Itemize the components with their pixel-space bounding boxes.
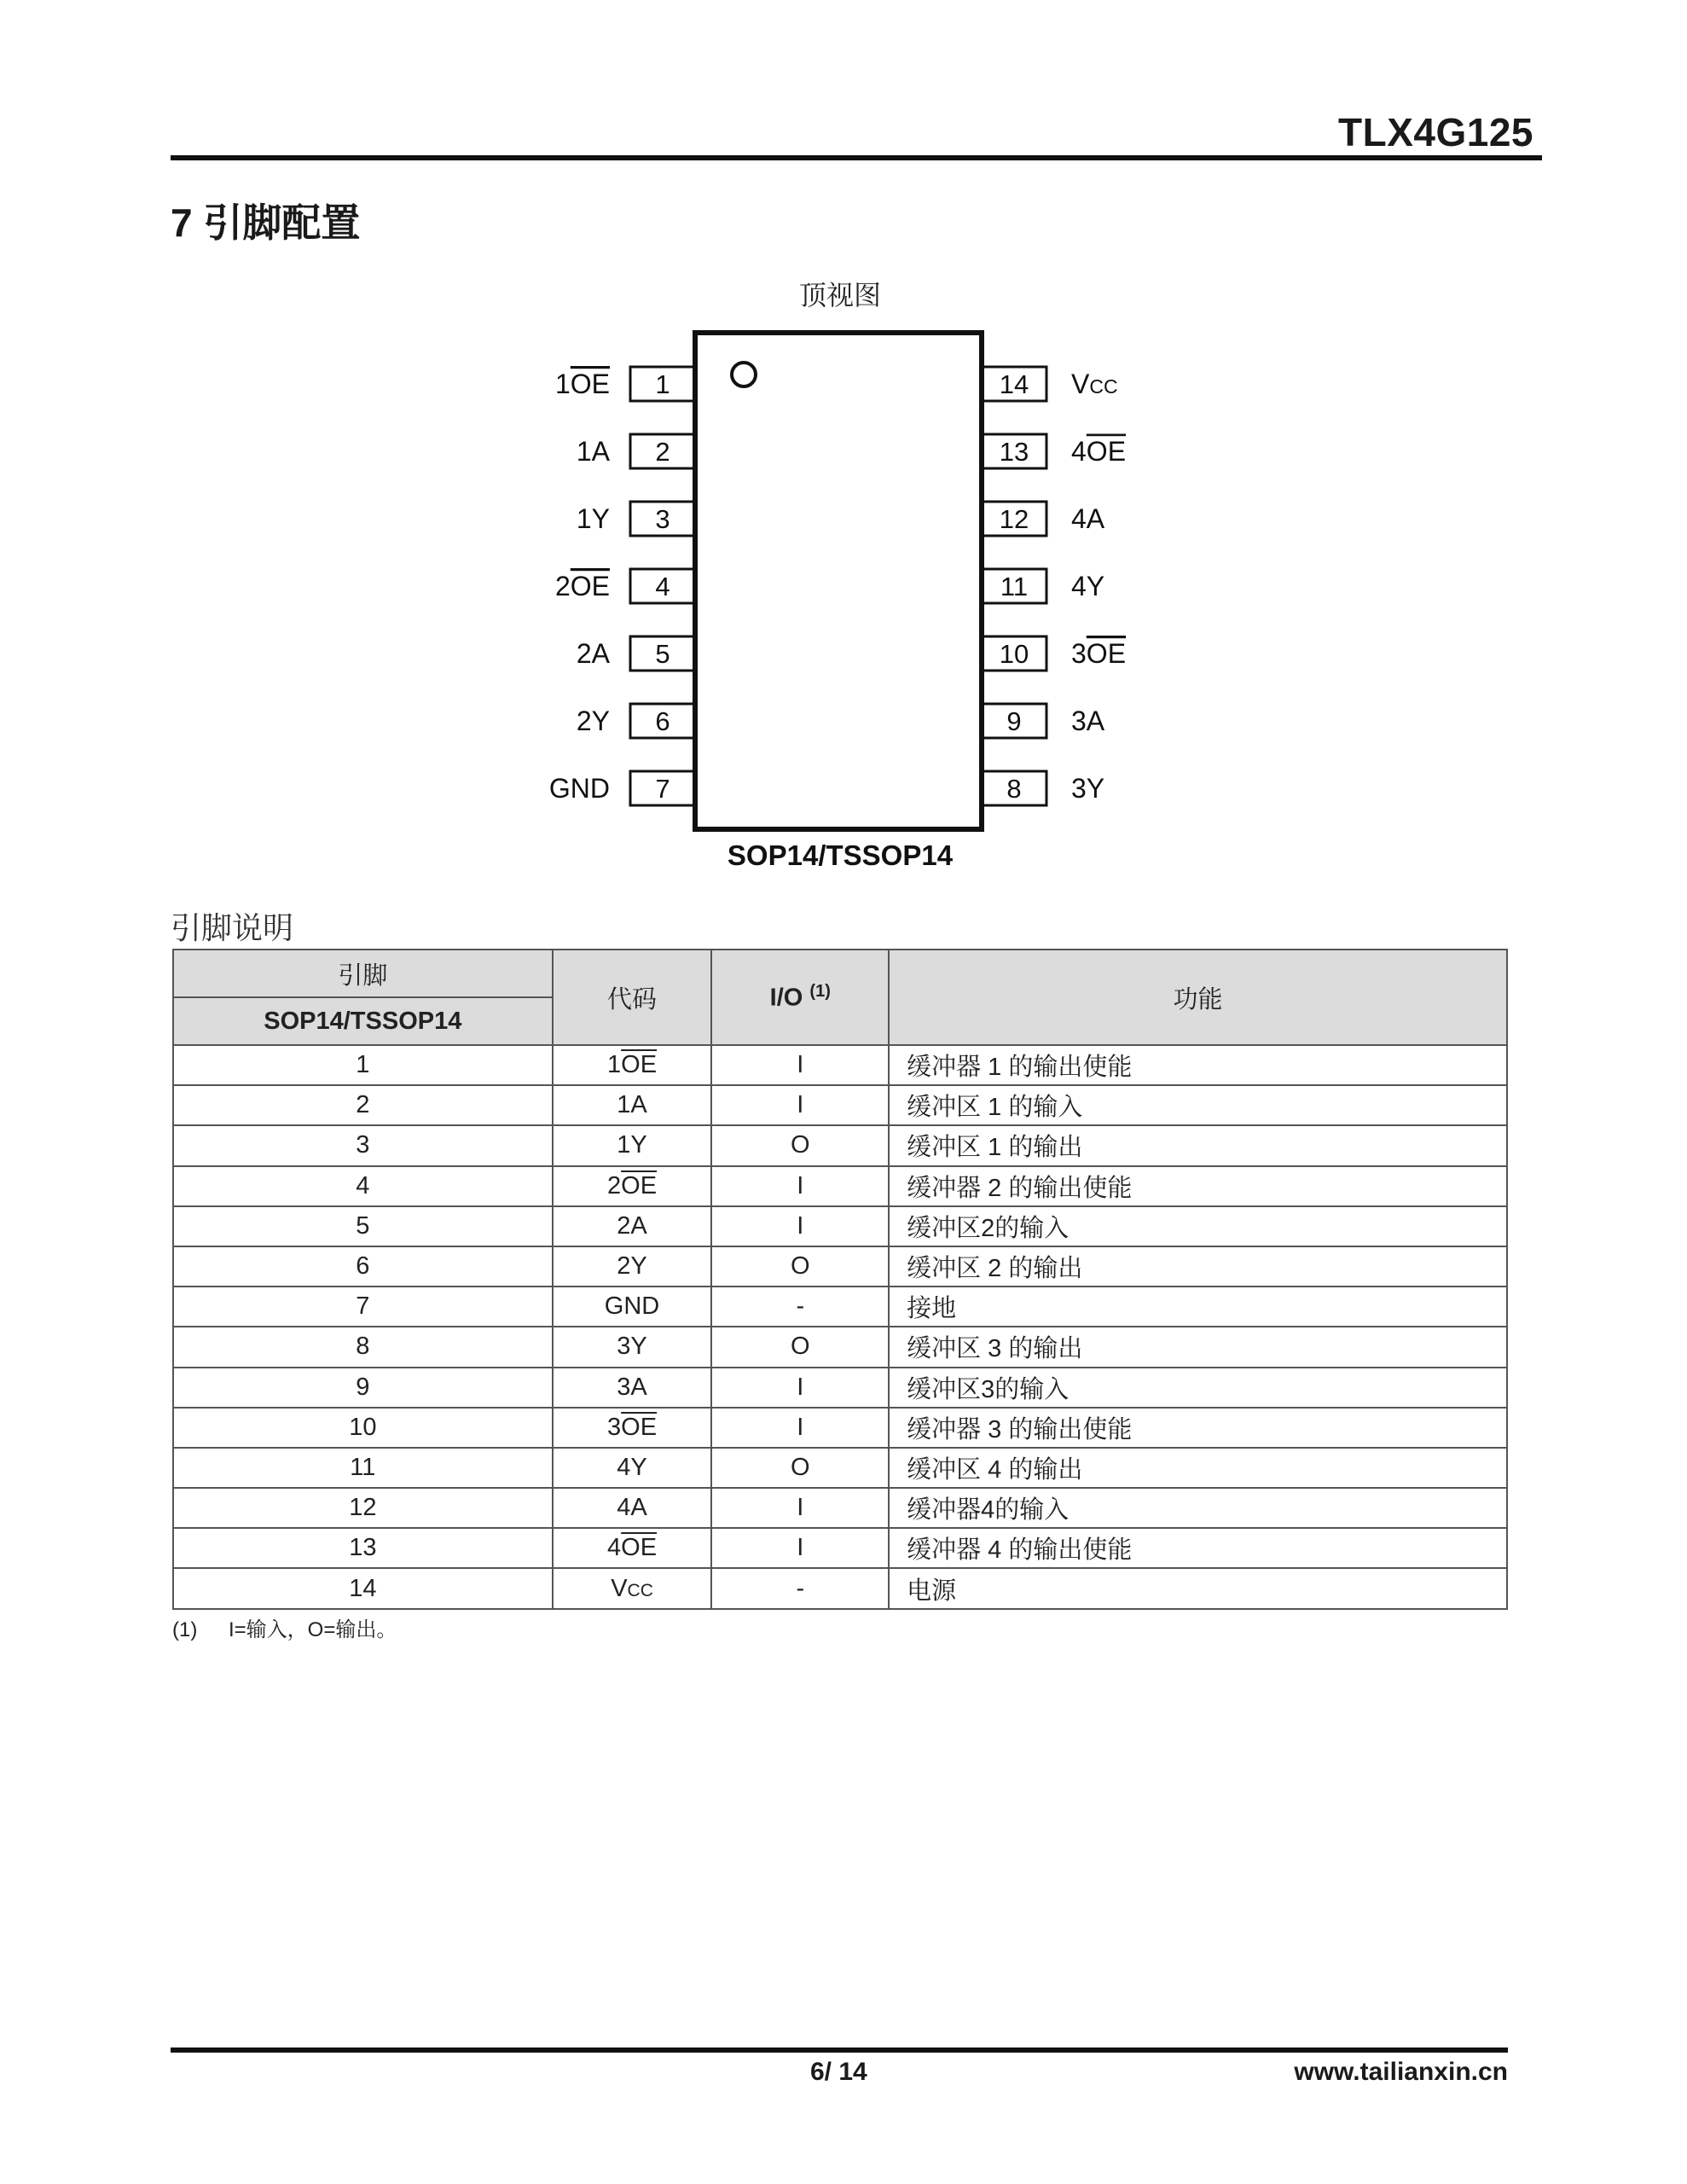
code-cell: VCC — [553, 1568, 712, 1608]
pin-label-8: 3Y — [1071, 773, 1105, 804]
pin-label-3: 1Y — [576, 503, 610, 534]
table-row — [173, 1327, 1507, 1367]
function-cell: 缓冲器 3 的输出使能 — [889, 1408, 1507, 1448]
section-title: 7 引脚配置 — [171, 200, 361, 245]
footnote: (1) I=输入，O=输出。 — [172, 1618, 397, 1641]
pin-cell: 7 — [173, 1287, 553, 1327]
pin-label-1: 1OE — [554, 369, 610, 399]
function-cell: 缓冲区 2 的输出 — [889, 1246, 1507, 1287]
chip-body — [695, 333, 982, 829]
table-row — [173, 1287, 1507, 1327]
pin-label-6: 2Y — [576, 706, 610, 736]
function-cell: 缓冲器4的输入 — [889, 1488, 1507, 1528]
code-cell: 1Y — [553, 1125, 712, 1165]
page-number: 6/ 14 — [810, 2058, 867, 2086]
pin-number-9: 9 — [1006, 706, 1022, 736]
part-number: TLX4G125 — [1338, 110, 1533, 154]
function-cell: 缓冲区3的输入 — [889, 1368, 1507, 1408]
code-cell: 1A — [553, 1085, 712, 1125]
table-row — [173, 1166, 1507, 1206]
package-label: SOP14/TSSOP14 — [727, 839, 954, 871]
header-package: SOP14/TSSOP14 — [173, 997, 553, 1045]
pin-cell: 12 — [173, 1488, 553, 1528]
function-cell: 接地 — [889, 1287, 1507, 1327]
header-pin: 引脚 — [173, 950, 553, 997]
table-row — [173, 1085, 1507, 1125]
code-cell: $3\overline{OE}$ — [553, 1408, 712, 1448]
pin-number-6: 6 — [655, 706, 670, 736]
io-cell: O — [711, 1327, 889, 1367]
pin1-marker — [732, 363, 756, 386]
pin-cell: 4 — [173, 1166, 553, 1206]
io-cell: I — [711, 1045, 889, 1085]
pin-cell: 6 — [173, 1246, 553, 1287]
io-cell: I — [711, 1166, 889, 1206]
pin-label-7: GND — [548, 773, 610, 804]
table-row — [173, 1488, 1507, 1528]
code-cell: 4Y — [553, 1448, 712, 1488]
io-cell: I — [711, 1408, 889, 1448]
pin-label-11: 4Y — [1071, 571, 1105, 601]
table-row — [173, 1368, 1507, 1408]
io-cell: I — [711, 1206, 889, 1246]
code-cell: $4\overline{OE}$ — [553, 1528, 712, 1568]
io-cell: O — [711, 1246, 889, 1287]
function-cell: 缓冲区 4 的输出 — [889, 1448, 1507, 1488]
footer-rule — [171, 2048, 1508, 2053]
code-cell: 4A — [553, 1488, 712, 1528]
pin-number-5: 5 — [655, 639, 670, 669]
pin-label-13: 4OE — [1071, 436, 1127, 467]
pin-cell: 9 — [173, 1368, 553, 1408]
pinout-diagram — [0, 0, 1687, 896]
pin-description-table — [172, 949, 1508, 1610]
io-cell: O — [711, 1125, 889, 1165]
pin-label-14: VCC — [1071, 369, 1118, 399]
code-cell: $2\overline{OE}$ — [553, 1166, 712, 1206]
pin-label-9: 3A — [1071, 706, 1105, 736]
pin-number-12: 12 — [999, 504, 1029, 534]
pin-table-caption: 引脚说明 — [171, 910, 294, 945]
function-cell: 缓冲区 3 的输出 — [889, 1327, 1507, 1367]
pin-cell: 1 — [173, 1045, 553, 1085]
pin-label-10: 3OE — [1071, 638, 1127, 669]
io-cell: I — [711, 1528, 889, 1568]
pin-number-13: 13 — [999, 437, 1029, 467]
pin-number-7: 7 — [655, 774, 670, 804]
pin-cell: 3 — [173, 1125, 553, 1165]
function-cell: 缓冲区 1 的输入 — [889, 1085, 1507, 1125]
pin-label-12: 4A — [1071, 503, 1105, 534]
header-function: 功能 — [889, 950, 1507, 1045]
io-cell: - — [711, 1287, 889, 1327]
view-label: 顶视图 — [798, 280, 882, 311]
io-cell: I — [711, 1085, 889, 1125]
function-cell: 缓冲区2的输入 — [889, 1206, 1507, 1246]
pin-cell: 11 — [173, 1448, 553, 1488]
pin-number-1: 1 — [655, 369, 670, 399]
code-cell: 3Y — [553, 1327, 712, 1367]
pin-cell: 14 — [173, 1568, 553, 1608]
function-cell: 缓冲器 2 的输出使能 — [889, 1166, 1507, 1206]
io-cell: O — [711, 1448, 889, 1488]
code-cell: GND — [553, 1287, 712, 1327]
function-cell: 缓冲器 4 的输出使能 — [889, 1528, 1507, 1568]
function-cell: 缓冲器 1 的输出使能 — [889, 1045, 1507, 1085]
header-io: I/O $^{(1)}$ — [711, 950, 889, 1045]
table-row — [173, 1206, 1507, 1246]
pin-number-8: 8 — [1006, 774, 1022, 804]
pin-number-3: 3 — [655, 504, 670, 534]
pin-number-4: 4 — [655, 572, 670, 601]
code-cell: 3A — [553, 1368, 712, 1408]
table-row — [173, 1408, 1507, 1448]
table-row — [173, 1568, 1507, 1608]
io-cell: - — [711, 1568, 889, 1608]
function-cell: 缓冲区 1 的输出 — [889, 1125, 1507, 1165]
header-code: 代码 — [553, 950, 712, 1045]
function-cell: 电源 — [889, 1568, 1507, 1608]
pin-cell: 8 — [173, 1327, 553, 1367]
pin-label-2: 1A — [576, 436, 610, 467]
table-row — [173, 1045, 1507, 1085]
pin-number-10: 10 — [999, 639, 1029, 669]
code-cell: $1\overline{OE}$ — [553, 1045, 712, 1085]
table-row — [173, 1528, 1507, 1568]
pin-cell: 10 — [173, 1408, 553, 1448]
pin-number-11: 11 — [1000, 572, 1029, 601]
pin-cell: 2 — [173, 1085, 553, 1125]
pin-number-14: 14 — [999, 369, 1029, 399]
table-row — [173, 1125, 1507, 1165]
code-cell: 2Y — [553, 1246, 712, 1287]
io-cell: I — [711, 1488, 889, 1528]
table-row — [173, 1246, 1507, 1287]
io-cell: I — [711, 1368, 889, 1408]
pin-label-5: 2A — [576, 638, 610, 669]
table-row — [173, 1448, 1507, 1488]
code-cell: 2A — [553, 1206, 712, 1246]
pin-label-4: 2OE — [554, 571, 610, 601]
website: www.tailianxin.cn — [1294, 2058, 1508, 2086]
pin-number-2: 2 — [655, 437, 670, 467]
pin-cell: 13 — [173, 1528, 553, 1568]
pin-cell: 5 — [173, 1206, 553, 1246]
